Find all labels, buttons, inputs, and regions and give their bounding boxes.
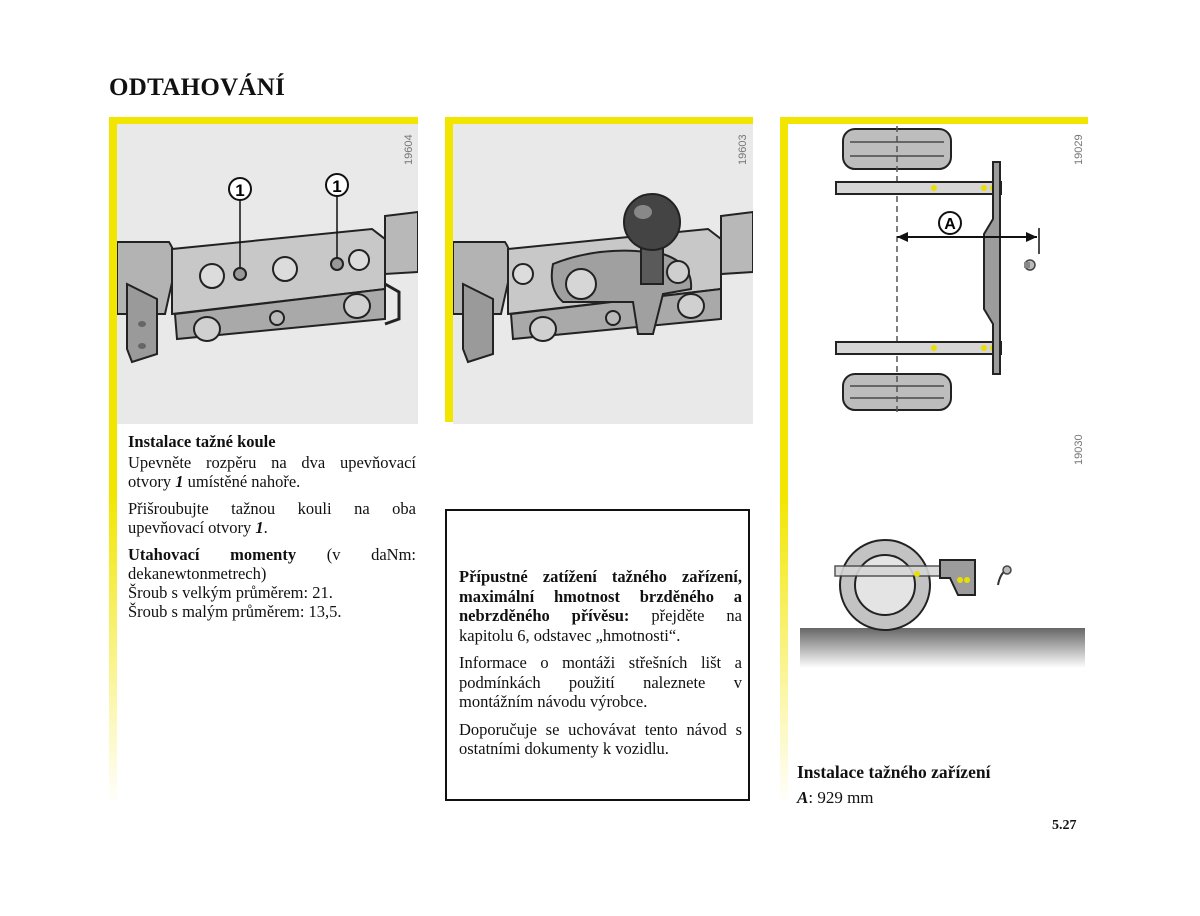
torque-small-bolt: Šroub s malým průměrem: 13,5. [128,602,342,621]
tow-bracket-illustration [117,124,418,424]
dimension-label: A [797,788,809,807]
info-paragraph: Informace o montáži střešních lišt a podmínkách použití naleznete v montážním návodu výrobce. [459,653,742,711]
figure-tow-ball [453,124,753,424]
figure-caption: Instalace tažného zařízení [797,762,991,782]
reference-number: 1 [255,518,264,537]
paragraph: Přišroubujte tažnou kouli na oba upevňovací otvory 1. [128,499,416,537]
paragraph: Upevněte rozpěru na dva upevňovací otvory 1 umístěné nahoře. [128,453,416,491]
dimension-value: A: 929 mm [797,788,874,807]
info-bold: Přípustné zatížení tažného zařízení, maximální hmotnost brzděného a nebrzděného přívěsu: [459,567,742,625]
info-paragraph: Doporučuje se uchovávat tento návod s ostatními dokumenty k vozidlu. [459,719,742,758]
info-paragraph: Přípustné zatížení tažného zařízení, maximální hmotnost brzděného a nebrzděného přívěsu: přejděte na kapitolu 6, odstavec „hmotnosti“. [459,567,742,645]
torque-paragraph: Utahovací momenty (v daNm: dekanewtonmetrech) [128,545,417,583]
figure-code: 19029 [1073,134,1085,165]
accent-bar [780,117,1088,124]
accent-side-bar [109,117,117,807]
accent-side-bar [780,117,788,807]
torque-large-bolt: Šroub s velkým průměrem: 21. [128,583,333,602]
figure-tow-bracket [117,124,418,424]
section-heading: Instalace tažné koule [128,432,276,451]
accent-bar [109,117,418,124]
left-column-text [128,432,416,621]
callout-a: A [944,216,956,233]
top-view-diagram [788,124,1088,414]
info-box [445,509,750,801]
figure-side-view [800,530,1088,680]
tow-ball-illustration [453,124,753,424]
accent-bar [445,117,753,124]
accent-side-bar [445,117,453,422]
callout-1-right: 1 [332,177,342,196]
callout-1-left: 1 [235,181,245,200]
page-number: 5.27 [1052,818,1077,833]
page-title: ODTAHOVÁNÍ [109,74,286,101]
figure-code: 19603 [737,134,749,165]
figure-code: 19030 [1073,434,1085,465]
side-view-diagram [800,530,1088,680]
figure-code: 19604 [403,134,415,165]
reference-number: 1 [175,472,184,491]
figure-top-view [788,124,1088,414]
torque-heading: Utahovací momenty [128,545,297,564]
